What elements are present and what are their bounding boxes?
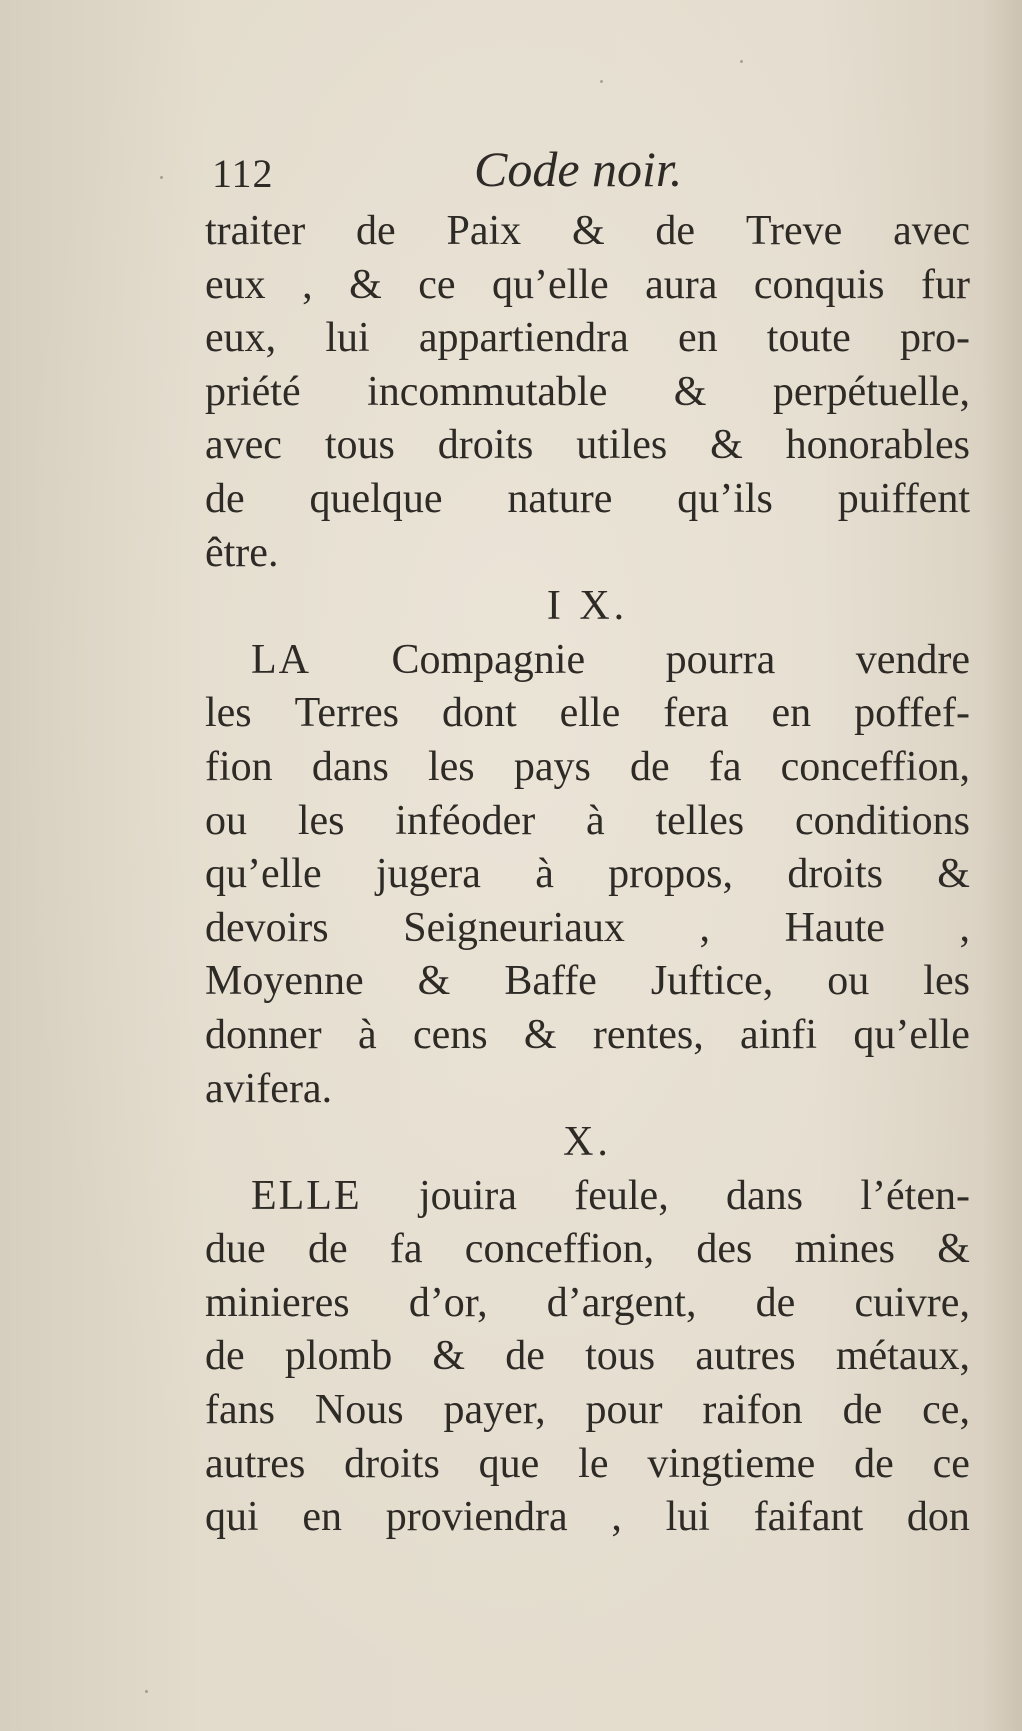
word: les <box>205 690 252 737</box>
word: fans <box>205 1387 275 1434</box>
word: d’argent, <box>546 1279 697 1326</box>
word: puiffent <box>837 475 970 522</box>
word: de <box>307 1226 348 1273</box>
text-line <box>205 312 970 366</box>
text-line <box>205 1223 970 1277</box>
word: jugera <box>375 851 481 898</box>
article-heading-x: X. <box>563 1119 612 1166</box>
text-line <box>205 259 970 313</box>
word: rentes, <box>592 1011 704 1058</box>
word: perpétuelle, <box>772 368 970 415</box>
word: poffef- <box>854 690 970 737</box>
word: en <box>771 690 812 737</box>
word: ou <box>827 958 870 1005</box>
word: pourra <box>665 636 776 683</box>
text-line <box>205 1330 970 1384</box>
text-line <box>205 1384 970 1438</box>
word: appartiendra <box>418 315 629 362</box>
word: inféoder <box>395 797 536 844</box>
word: conquis <box>753 261 885 308</box>
word: de <box>655 208 696 254</box>
word: cens <box>412 1011 488 1058</box>
word: lui <box>665 1494 710 1541</box>
text-line <box>205 1009 970 1063</box>
word: fa <box>708 743 742 790</box>
word: LA <box>251 636 311 683</box>
word: feule, <box>574 1172 669 1219</box>
word: & <box>937 1226 970 1273</box>
word: payer, <box>443 1387 546 1434</box>
word: qui <box>205 1494 259 1541</box>
word: Moyenne <box>205 958 364 1005</box>
word: être. <box>205 529 279 576</box>
word: dans <box>726 1172 804 1219</box>
page-number: 112 <box>212 151 274 196</box>
word: à <box>357 1011 377 1058</box>
word: autres <box>205 1440 306 1487</box>
word: due <box>205 1226 266 1273</box>
word: les <box>923 958 970 1005</box>
text-line <box>205 473 970 527</box>
text-line <box>205 1491 970 1545</box>
word: conceffion, <box>780 743 970 790</box>
word: quelque <box>309 475 443 522</box>
word: de <box>854 1440 894 1487</box>
word: avifera. <box>205 1065 333 1112</box>
word: priété <box>205 368 301 415</box>
word: métaux, <box>835 1333 970 1380</box>
word: raifon <box>702 1387 803 1434</box>
word: , <box>302 261 313 308</box>
word: ce <box>932 1440 970 1487</box>
word: à <box>586 797 605 844</box>
word: faifant <box>753 1494 864 1541</box>
word: fion <box>205 743 273 790</box>
word: en <box>677 315 718 362</box>
word: en <box>302 1494 343 1541</box>
word: plomb <box>284 1333 393 1380</box>
word: l’éten- <box>860 1172 970 1219</box>
word: conditions <box>794 797 970 844</box>
word: Seigneuriaux <box>403 904 625 951</box>
word: de <box>356 208 396 254</box>
word: droits <box>437 422 534 469</box>
body-text <box>205 205 970 1545</box>
word: nature <box>507 475 613 522</box>
word: Juftice, <box>650 958 774 1005</box>
word: & <box>349 261 382 308</box>
word: fera <box>663 690 729 737</box>
word: & <box>523 1011 557 1058</box>
word: de <box>205 1333 245 1380</box>
text-line <box>205 366 970 420</box>
word: Nous <box>314 1387 404 1434</box>
word: avec <box>893 208 970 254</box>
word: devoirs <box>205 904 329 951</box>
word: jouira <box>418 1172 517 1219</box>
word: don <box>906 1494 970 1541</box>
word: propos, <box>608 851 733 898</box>
word: des <box>696 1226 753 1273</box>
word: les <box>428 743 475 790</box>
word: avec <box>205 422 282 469</box>
word: lui <box>325 315 370 362</box>
word: Treve <box>745 208 843 254</box>
text-line <box>205 1277 970 1331</box>
text-line <box>205 1063 970 1117</box>
word: de <box>505 1333 545 1380</box>
text-line <box>205 527 970 581</box>
word: le <box>578 1440 609 1487</box>
word: & <box>673 368 707 415</box>
word: ou <box>205 797 247 844</box>
word: & <box>710 422 743 469</box>
word: de <box>755 1279 796 1326</box>
text-line <box>205 795 970 849</box>
word: tous <box>585 1333 656 1380</box>
word: d’or, <box>408 1279 488 1326</box>
text-line <box>205 741 970 795</box>
word: qu’elle <box>853 1011 970 1058</box>
word: qu’ils <box>677 475 773 522</box>
text-line <box>205 848 970 902</box>
word: les <box>297 797 345 844</box>
word: ce, <box>922 1387 970 1434</box>
word: de <box>842 1387 883 1434</box>
word: minieres <box>205 1279 350 1326</box>
word: , <box>611 1494 622 1541</box>
word: mines <box>794 1226 895 1273</box>
word: conceffion, <box>464 1226 655 1273</box>
word: toute <box>766 315 851 362</box>
word: de <box>630 743 670 790</box>
word: eux <box>205 261 266 308</box>
word: elle <box>559 690 621 737</box>
word: ce <box>418 261 456 308</box>
word: , <box>959 904 970 951</box>
word: dans <box>311 743 389 790</box>
word: vendre <box>855 636 970 683</box>
word: pro- <box>899 315 970 362</box>
word: pays <box>513 743 591 790</box>
word: proviendra <box>385 1494 568 1541</box>
page-gutter-shadow <box>982 0 1022 1731</box>
text-line <box>205 1170 970 1224</box>
text-line <box>205 687 970 741</box>
word: qu’elle <box>492 261 609 308</box>
word: & <box>937 851 970 898</box>
text-line <box>205 955 970 1009</box>
word: autres <box>695 1333 796 1380</box>
text-line <box>205 1438 970 1492</box>
word: & <box>571 208 605 254</box>
word: honorables <box>785 422 970 469</box>
word: & <box>417 958 451 1005</box>
word: dont <box>441 690 517 737</box>
word: fa <box>389 1226 423 1273</box>
word: de <box>205 475 245 522</box>
word: que <box>478 1440 540 1487</box>
word: Paix <box>446 208 522 254</box>
word: donner <box>205 1011 322 1058</box>
word: & <box>432 1333 466 1380</box>
word: vingtieme <box>647 1440 816 1487</box>
word: à <box>535 851 554 898</box>
word: Terres <box>294 690 399 737</box>
text-line <box>205 902 970 956</box>
word: incommutable <box>367 368 608 415</box>
word: Haute <box>784 904 885 951</box>
word: Baffe <box>504 958 597 1005</box>
word: tous <box>324 422 395 469</box>
word: droits <box>344 1440 440 1487</box>
word: droits <box>787 851 883 898</box>
word: ainfi <box>740 1011 818 1058</box>
word: Compagnie <box>391 636 586 683</box>
text-line <box>205 419 970 473</box>
text-line <box>205 205 970 259</box>
word: utiles <box>576 422 668 469</box>
paper-speck <box>145 1690 148 1693</box>
word: eux, <box>205 315 277 362</box>
word: qu’elle <box>205 851 322 898</box>
paper-speck <box>740 60 743 63</box>
word: pour <box>585 1387 663 1434</box>
word: aura <box>645 261 718 308</box>
article-heading-ix: I X. <box>546 583 629 630</box>
paper-speck <box>600 80 603 83</box>
word: fur <box>920 261 970 308</box>
word: ELLE <box>251 1172 362 1219</box>
word: , <box>699 904 710 951</box>
word: traiter <box>205 208 306 254</box>
text-line <box>205 634 970 688</box>
word: telles <box>655 797 745 844</box>
running-header <box>212 140 972 210</box>
paper-speck <box>160 176 163 179</box>
word: cuivre, <box>854 1279 970 1326</box>
running-title: Code noir. <box>474 141 683 197</box>
